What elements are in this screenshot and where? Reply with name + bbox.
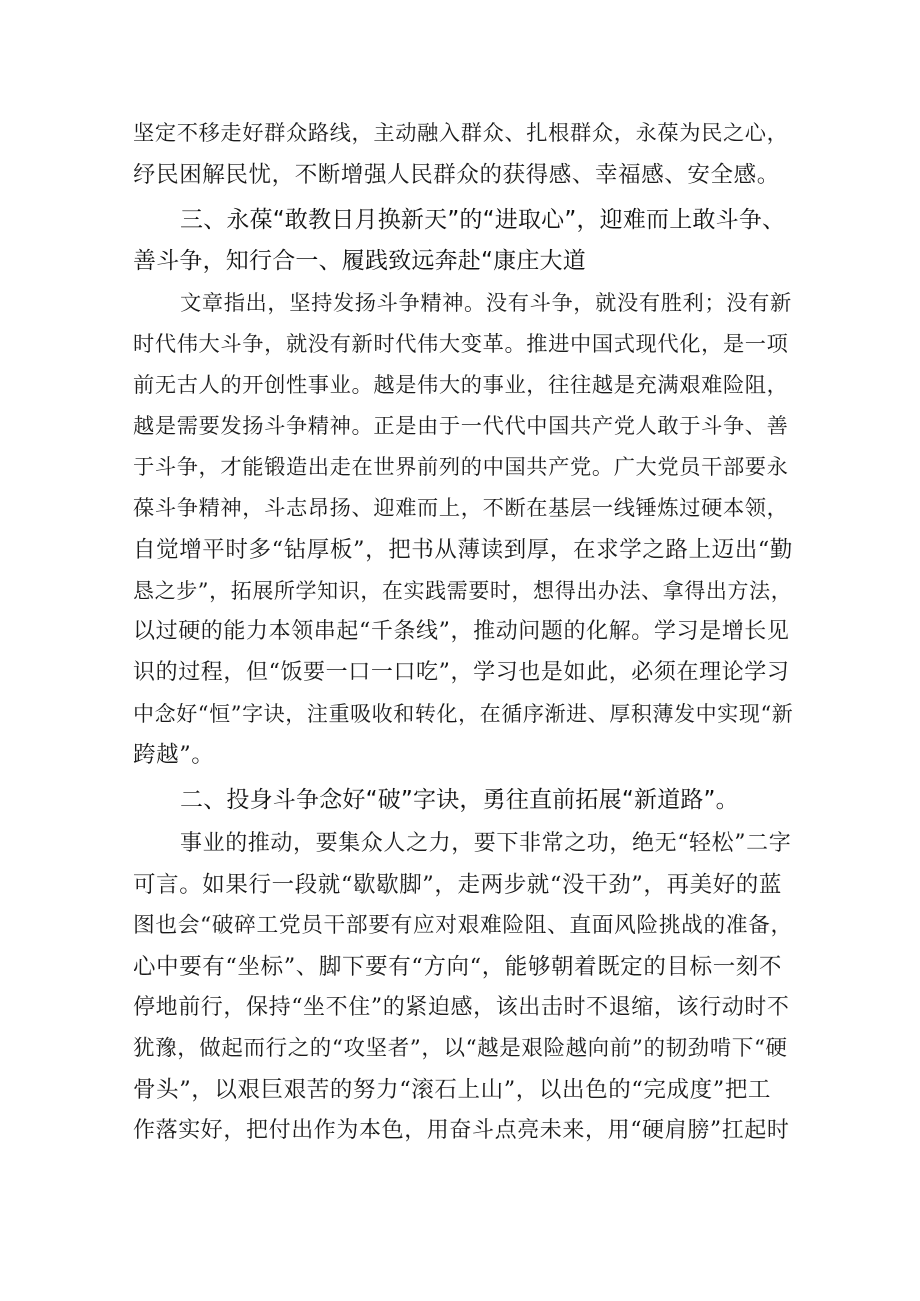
paragraph-line: 犹豫，做起而行之的“攻坚者”，以“越是艰险越向前”的韧劲啃下“硬 xyxy=(133,1036,788,1061)
section-heading-three: 三、永葆“敢教日月换新天”的“进取心”，迎难而上敢斗争、 xyxy=(180,207,786,233)
paragraph-line: 心中要有“坐标”、脚下要有“方向“，能够朝着既定的目标一刻不 xyxy=(133,954,783,980)
paragraph-line: 文章指出，坚持发扬斗争精神。没有斗争，就没有胜利；没有新 xyxy=(180,291,792,316)
paragraph-line: 可言。如果行一段就“歇歇脚”，走两步就“没干劲”，再美好的蓝 xyxy=(133,872,783,898)
paragraph-line: 以过硬的能力本领串起“千条线”，推动问题的化解。学习是增长见 xyxy=(133,619,790,644)
paragraph-line: 事业的推动，要集众人之力，要下非常之功，绝无“轻松”二字 xyxy=(180,831,792,856)
paragraph-line: 停地前行，保持“坐不住”的紧迫感，该出击时不退缩，该行动时不 xyxy=(133,995,790,1020)
paragraph-line: 于斗争，才能锻造出走在世界前列的中国共产党。广大党员干部要永 xyxy=(133,455,789,480)
section-heading-three-cont: 善斗争，知行合一、履践致远奔赴“康庄大道 xyxy=(133,248,586,274)
paragraph-line: 识的过程，但“饭要一口一口吃”，学习也是如此，必须在理论学习 xyxy=(133,660,790,685)
paragraph-line: 作落实好，把付出作为本色，用奋斗点亮未来，用“硬肩膀”扛起时 xyxy=(133,1118,790,1143)
paragraph-line: 中念好“恒”字诀，注重吸收和转化，在循序渐进、厚积薄发中实现“新 xyxy=(133,702,794,726)
paragraph-line: 前无古人的开创性事业。越是伟大的事业，往往越是充满艰难险阻， xyxy=(133,373,789,398)
paragraph-line: 纾民困解民忧，不断增强人民群众的获得感、幸福感、安全感。 xyxy=(133,162,780,188)
section-heading-two: 二、投身斗争念好“破”字诀，勇往直前拓展“新道路”。 xyxy=(180,787,739,813)
paragraph-line: 恳之步”，拓展所学知识，在实践需要时，想得出办法、拿得出方法， xyxy=(133,579,793,603)
paragraph-line: 骨头”，以艰巨艰苦的努力“滚石上山”，以出色的“完成度”把工 xyxy=(133,1077,772,1103)
paragraph-line: 时代伟大斗争，就没有新时代伟大变革。推进中国式现代化，是一项 xyxy=(133,332,789,357)
paragraph-line: 自觉增平时多“钻厚板”，把书从薄读到厚，在求学之路上迈出“勤 xyxy=(133,537,794,563)
paragraph-line: 图也会“破碎工党员干部要有应对艰难险阻、直面风险挑战的准备， xyxy=(133,913,793,938)
paragraph-line: 跨越”。 xyxy=(133,742,215,768)
paragraph-line: 坚定不移走好群众路线，主动融入群众、扎根群众，永葆为民之心， xyxy=(133,121,789,146)
paragraph-line: 葆斗争精神，斗志昂扬、迎难而上，不断在基层一线锤炼过硬本领， xyxy=(133,496,789,521)
paragraph-line: 越是需要发扬斗争精神。正是由于一代代中国共产党人敢于斗争、善 xyxy=(133,414,789,439)
